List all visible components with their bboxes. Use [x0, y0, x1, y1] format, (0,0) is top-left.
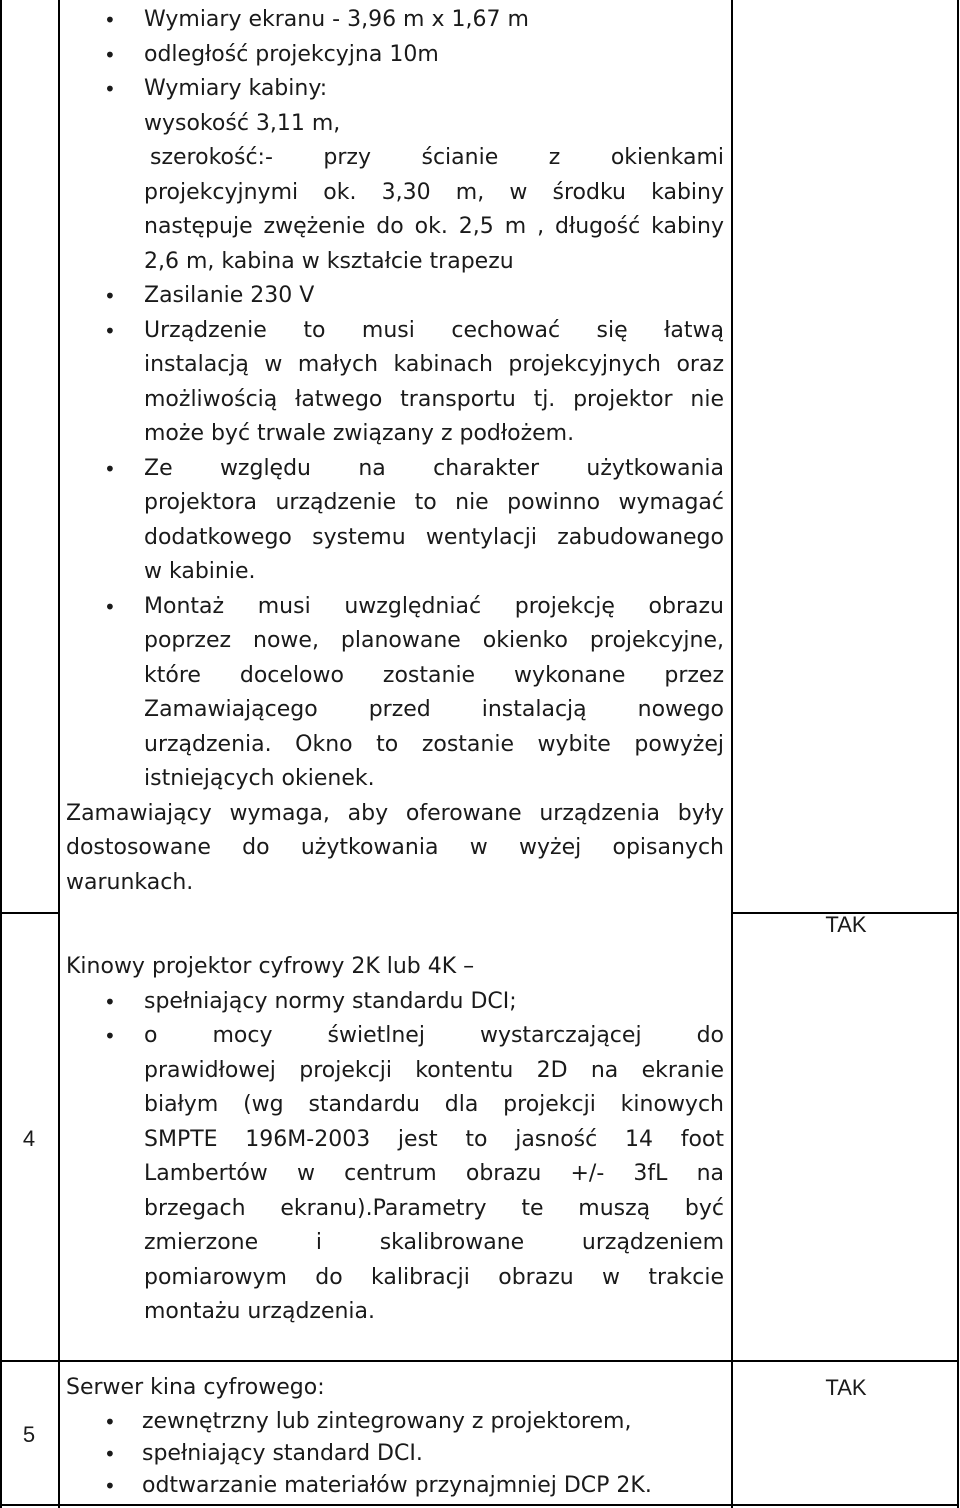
row4-answer: TAK — [825, 912, 867, 937]
text-line: SMPTE 196M-2003 jest to jasność 14 foot — [144, 1126, 724, 1152]
text-line: dodatkowego systemu wentylacji zabudowanego — [144, 524, 724, 550]
text-line: może być trwale związany z podłożem. — [144, 421, 575, 446]
text-line: instalacją w małych kabinach projekcyjnych oraz — [144, 352, 724, 377]
table-border-right — [957, 0, 959, 1508]
table-divider-answer — [731, 0, 733, 1508]
text-line: zmierzone i skalibrowane urządzeniem — [144, 1230, 724, 1255]
text-line: • Zasilanie 230 V — [144, 283, 315, 308]
text-line: • spełniający normy standardu DCI; — [144, 988, 517, 1014]
list-item — [66, 452, 724, 590]
text-line: 2,6 m, kabina w kształcie trapezu — [144, 248, 514, 274]
text-line: • Urządzenie to musi cechować się łatwą — [144, 317, 724, 343]
list-item-continuation — [66, 141, 724, 279]
text-line: poprzez nowe, planowane okienko projekcyjne, — [144, 628, 724, 653]
list-item — [66, 38, 724, 73]
text-line: warunkach. — [66, 869, 194, 895]
row-divider-number-col — [0, 912, 60, 914]
text-line: brzegach ekranu).Parametry te muszą być — [144, 1195, 724, 1221]
list-item — [66, 72, 724, 107]
row5-description — [66, 1372, 724, 1502]
list-item — [66, 1406, 724, 1438]
list-item — [66, 314, 724, 452]
text-line: • zewnętrzny lub zintegrowany z projektorem, — [142, 1409, 632, 1434]
list-item — [66, 1019, 724, 1330]
text-line: • Wymiary ekranu - 3,96 m x 1,67 m — [144, 7, 529, 32]
row4-number: 4 — [22, 1126, 36, 1151]
text-line: białym (wg standardu dla projekcji kinowych — [144, 1092, 724, 1117]
text-line: wysokość 3,11 m, — [144, 110, 341, 136]
text-line: Zamawiającego przed instalacją nowego — [144, 697, 724, 722]
text-line: • spełniający standard DCI. — [142, 1441, 423, 1466]
table-bottom-border — [0, 1504, 959, 1506]
row5-number: 5 — [22, 1422, 36, 1447]
list-item — [66, 279, 724, 314]
text-line: istniejących okienek. — [144, 766, 375, 791]
text-line: • odtwarzanie materiałów przynajmniej DCP 2K. — [142, 1473, 652, 1498]
text-line: następuje zwężenie do ok. 2,5 m , długość kabiny — [144, 214, 724, 239]
list-item-continuation — [66, 107, 724, 142]
text-line: pomiarowym do kalibracji obrazu w trakcie — [144, 1264, 724, 1290]
row5-intro: Serwer kina cyfrowego: — [66, 1375, 325, 1400]
text-line: możliwością łatwego transportu tj. projektor nie — [144, 386, 724, 412]
row4-intro: Kinowy projektor cyfrowy 2K lub 4K – — [66, 954, 475, 979]
text-line: • Ze względu na charakter użytkowania — [144, 455, 724, 481]
text-line: które docelowo zostanie wykonane przez — [144, 662, 724, 688]
text-line: Lambertów w centrum obrazu +/- 3fL na — [144, 1161, 724, 1186]
list-item — [66, 1470, 724, 1502]
text-line: • Wymiary kabiny: — [144, 76, 328, 101]
row4-bullet-list — [66, 985, 724, 1330]
text-line: • odległość projekcyjna 10m — [144, 41, 439, 67]
text-line: Zamawiający wymaga, aby oferowane urządzenia były — [66, 800, 724, 826]
list-item — [66, 1438, 724, 1470]
row4-description — [66, 950, 724, 1330]
row5-answer: TAK — [825, 1375, 867, 1400]
row5-top-border — [0, 1360, 959, 1362]
text-line: w kabinie. — [144, 559, 256, 584]
list-item — [66, 985, 724, 1020]
text-line: urządzenia. Okno to zostanie wybite powyżej — [144, 731, 724, 757]
text-line: prawidłowej projekcji kontentu 2D na ekranie — [144, 1057, 724, 1083]
text-line: • o mocy świetlnej wystarczającej do — [144, 1023, 724, 1048]
table-divider-number — [58, 0, 60, 1508]
text-line: projekcyjnymi ok. 3,30 m, w środku kabiny — [144, 179, 724, 205]
text-line: szerokość:- przy ścianie z okienkami — [150, 145, 724, 170]
row-prev-closing-paragraph — [66, 797, 724, 901]
row-prev-bullet-list — [66, 3, 724, 797]
list-item — [66, 3, 724, 38]
row-prev-description — [66, 3, 724, 900]
text-line: • Montaż musi uwzględniać projekcję obrazu — [144, 593, 724, 619]
list-item — [66, 590, 724, 797]
table-border-left — [0, 0, 2, 1508]
text-line: montażu urządzenia. — [144, 1299, 376, 1324]
row5-bullet-list — [66, 1406, 724, 1502]
text-line: projektora urządzenie to nie powinno wymagać — [144, 490, 724, 515]
text-line: dostosowane do użytkowania w wyżej opisanych — [66, 835, 724, 860]
